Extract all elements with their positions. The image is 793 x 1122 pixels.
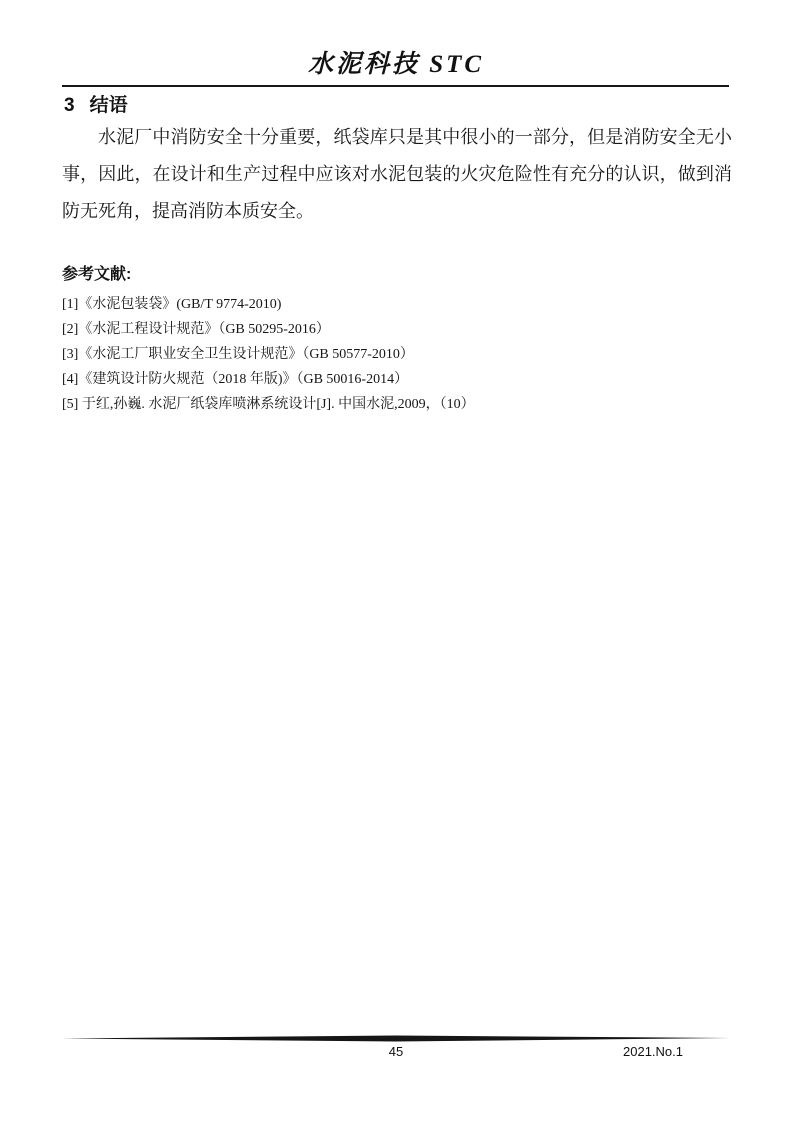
header-rule xyxy=(62,85,729,87)
tapered-divider xyxy=(62,1035,730,1042)
section-number: 3 xyxy=(64,95,75,116)
reference-item: [3]《水泥工厂职业安全卫生设计规范》（GB 50577-2010） xyxy=(62,347,414,362)
section-title: 结语 xyxy=(89,95,128,116)
references-heading: 参考文献: xyxy=(62,266,132,283)
references-list xyxy=(62,292,732,417)
journal-title: 水泥科技 STC xyxy=(307,51,485,78)
reference-item: [1]《水泥包装袋》(GB/T 9774-2010) xyxy=(62,297,282,312)
conclusion-paragraph: 水泥厂中消防安全十分重要，纸袋库只是其中很小的一部分，但是消防安全无小事，因此，在设计和生产过程中应该对水泥包装的火灾危险性有充分的认识，做到消防无死角，提高消防本质安全。 xyxy=(62,127,732,221)
reference-item: [4]《建筑设计防火规范（2018 年版)》（GB 50016-2014） xyxy=(62,372,409,387)
references-section xyxy=(62,261,732,417)
footer-rule xyxy=(62,1035,730,1042)
reference-item: [5] 于红,孙巍. 水泥厂纸袋库喷淋系统设计[J]. 中国水泥,2009，（10） xyxy=(62,397,475,412)
issue-label: 2021.No.1 xyxy=(623,1044,683,1059)
section-heading xyxy=(64,90,128,117)
page-number: 45 xyxy=(388,1044,404,1059)
reference-item: [2]《水泥工程设计规范》（GB 50295-2016） xyxy=(62,322,330,337)
